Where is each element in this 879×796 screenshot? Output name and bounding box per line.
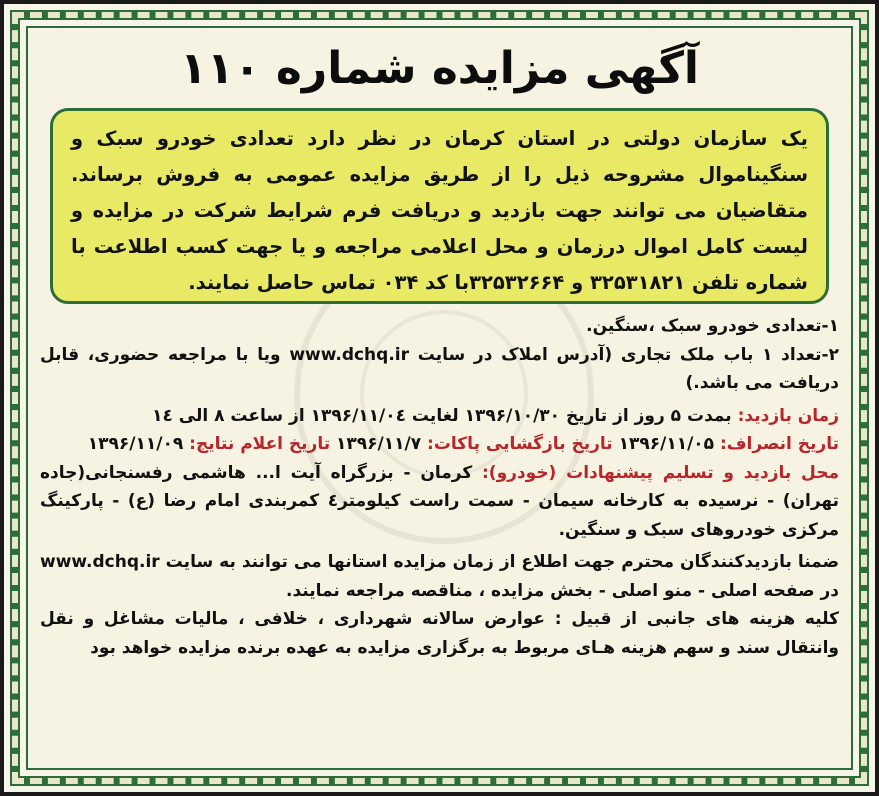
cancel-label: تاریخ انصراف: xyxy=(719,434,839,454)
visit-time xyxy=(40,402,839,431)
result-value: ۱۳۹۶/۱۱/۰۹ xyxy=(87,434,190,454)
page-title: آگهی مزایده شماره ۱۱۰ xyxy=(180,43,699,94)
location-value: کرمان - بزرگراه آیت ا... هاشمی رفسنجانی(جاده تهران) - نرسیده به کارخانه سیمان - سمت راست کیلومتر٤ کمربندی امام رضا (ع) - پارکینگ مرکزی خودروهای سبک و سنگین. xyxy=(40,462,840,540)
visit-label: زمان بازدید: xyxy=(737,405,839,426)
website-note: ضمنا بازدیدکنندگان محترم جهت اطلاع از زمان مزایده استانها می توانند به سایت www.dchq.ir در صفحه اصلی - منو اصلی - بخش مزایده ، مناقصه مراجعه نمایند. xyxy=(40,552,839,601)
result-label: تاریخ اعلام نتایج: xyxy=(189,434,331,454)
intro-box xyxy=(50,108,829,304)
opening-value: ۱۳۹۶/۱۱/۷ xyxy=(330,434,428,454)
location-line xyxy=(40,459,839,545)
dates-line xyxy=(40,430,839,459)
location-label: محل بازدید و تسلیم پیشنهادات (خودرو): xyxy=(482,462,839,483)
intro-text: یک سازمان دولتی در استان کرمان در نظر دارد تعدادی خودرو سبک و سنگیناموال مشروحه ذیل را از طریق مزایده عمومی به فروش برساند. متقاضیان می توانند جهت بازدید و دریافت فرم شرایط شرکت در مزایده و لیست کامل اموال درزمان و محل اعلامی مراجعه و یا جهت کسب اطلاعت با شماره تلفن ۳۲۵۳۱۸۲۱ و ۳۲۵۳۲۶۶۴با کد ۰۳۴ تماس حاصل نمایند. xyxy=(71,127,808,294)
costs-note: کلیه هزینه های جانبی از قبیل : عوارض سالانه شهرداری ، خلافی ، مالیات مشاغل و نقل وانتقال سند و سهم هزینه هـای مربوط به برگزاری مزایده به عهده برنده مزایده خواهد بود xyxy=(40,609,839,658)
announcement-body xyxy=(40,312,839,767)
visit-value: بمدت ۵ روز از تاریخ ۱۳۹۶/۱۰/۳۰ لغایت ۱۳۹۶/۱۱/۰٤ از ساعت ۸ الی ۱٤ xyxy=(152,405,738,426)
cancel-value: ۱۳۹۶/۱۱/۰۵ xyxy=(612,434,720,454)
item-1: ۱-تعدادی خودرو سبک ،سنگین. xyxy=(586,316,839,336)
item-2: ۲-تعداد ۱ باب ملک تجاری (آدرس املاک در سایت www.dchq.ir ویا با مراجعه حضوری، قابل دریافت می باشد.) xyxy=(40,344,839,393)
opening-label: تاریخ بازگشایی پاکات: xyxy=(427,434,613,454)
